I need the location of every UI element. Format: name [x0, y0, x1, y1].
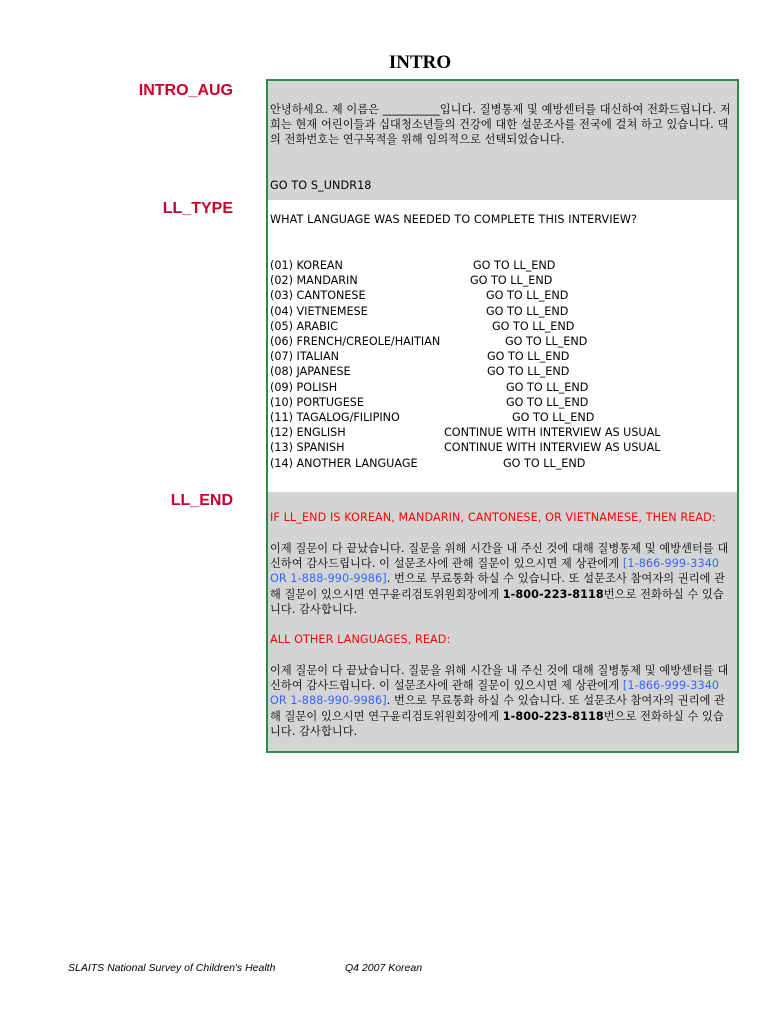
option-code: (06) FRENCH/CREOLE/HAITIAN	[270, 335, 441, 348]
option-action: GO TO LL_END	[506, 380, 589, 394]
option-action: CONTINUE WITH INTERVIEW AS USUAL	[444, 426, 661, 440]
option-row	[268, 349, 728, 364]
option-row	[268, 258, 728, 273]
ll-type-question: WHAT LANGUAGE WAS NEEDED TO COMPLETE THIS INTERVIEW?	[270, 213, 638, 226]
intro-section	[268, 81, 737, 200]
ll-end-section	[268, 492, 737, 751]
ll-end-instruction-1: IF LL_END IS KOREAN, MANDARIN, CANTONESE, OR VIETNAMESE, THEN READ:	[270, 511, 716, 524]
label-ll-end: LL_END	[170, 492, 233, 509]
option-action: GO TO LL_END	[505, 335, 588, 348]
option-code: (04) VIETNEMESE	[270, 304, 368, 318]
para2-text-c: 번으로 전화하실 수 있습니다. 감사합니다.	[270, 709, 724, 738]
option-row	[268, 273, 728, 288]
option-row	[268, 395, 728, 410]
label-intro-aug: INTRO_AUG	[138, 82, 233, 99]
para2-text-b: . 번으로 무료통화 하실 수 있습니다. 또 설문조사 참여자의 권리에 관해 질문이 있으시면 연구윤리검토위원회장에게	[270, 694, 726, 723]
footer-left: SLAITS National Survey of Children's Health	[68, 962, 276, 974]
option-row	[268, 410, 728, 425]
option-code: (02) MANDARIN	[270, 274, 358, 288]
option-action: GO TO LL_END	[486, 289, 569, 303]
option-action: GO TO LL_END	[486, 304, 569, 318]
option-action: GO TO LL_END	[503, 456, 586, 470]
option-action: GO TO LL_END	[487, 365, 570, 379]
option-row	[268, 304, 728, 319]
option-action: GO TO LL_END	[470, 274, 553, 288]
label-ll-type: LL_TYPE	[162, 200, 233, 217]
question-box	[266, 79, 739, 753]
option-code: (08) JAPANESE	[270, 365, 351, 379]
para1-text-a: 이제 질문이 다 끝났습니다. 질문을 위해 시간을 내 주신 것에 대해 질병통제 및 예방센터를 대신하여 감사드립니다. 이 설문조사에 관해 질문이 있으시면 제 상관에게	[270, 542, 729, 571]
option-action: GO TO LL_END	[473, 259, 556, 272]
option-action: GO TO LL_END	[512, 411, 595, 424]
option-code: (05) ARABIC	[270, 319, 338, 333]
ll-type-section	[268, 200, 737, 492]
option-code: (01) KOREAN	[270, 259, 343, 272]
ll-end-paragraph-2	[270, 663, 730, 739]
footer-right: Q4 2007 Korean	[345, 962, 423, 974]
option-code: (14) ANOTHER LANGUAGE	[270, 456, 418, 470]
option-code: (07) ITALIAN	[270, 350, 339, 364]
para2-phone: [1-866-999-3340 OR 1-888-990-9986]	[270, 679, 720, 708]
ll-end-paragraph-1	[270, 541, 730, 617]
option-code: (13) SPANISH	[270, 441, 345, 455]
option-row	[268, 319, 728, 334]
para1-text-c: 번으로 전화하실 수 있습니다. 감사합니다.	[270, 587, 724, 616]
option-code: (10) PORTUGESE	[270, 395, 364, 409]
para1-phone: [1-866-999-3340 OR 1-888-990-9986]	[270, 557, 720, 586]
option-row	[268, 288, 728, 303]
option-code: (12) ENGLISH	[270, 426, 346, 440]
option-row	[268, 334, 728, 349]
page-title: INTRO	[388, 52, 452, 73]
option-row	[268, 440, 728, 455]
option-row	[268, 364, 728, 379]
intro-text: 안녕하세요. 제 이름은 __________입니다. 질병통제 및 예방센터를 대신하여 전화드립니다. 저희는 현재 어린이들과 십대청소년들의 건강에 대한 설문조사를 전국에 걸쳐 하고 있습니다. 댁의 전화번호는 연구목적을 위해 임의적으로 선택되었습니다.	[270, 103, 731, 147]
option-row	[268, 425, 728, 440]
para1-irb-phone: 1-800-223-8118	[502, 587, 604, 601]
option-action: CONTINUE WITH INTERVIEW AS USUAL	[444, 441, 661, 455]
option-code: (03) CANTONESE	[270, 289, 366, 303]
para2-text-a: 이제 질문이 다 끝났습니다. 질문을 위해 시간을 내 주신 것에 대해 질병통제 및 예방센터를 대신하여 감사드립니다. 이 설문조사에 관해 질문이 있으시면 제 상관에게	[270, 664, 729, 693]
option-action: GO TO LL_END	[506, 395, 589, 409]
option-code: (11) TAGALOG/FILIPINO	[270, 411, 400, 424]
option-action: GO TO LL_END	[487, 350, 570, 364]
para2-irb-phone: 1-800-223-8118	[502, 709, 604, 723]
para1-text-b: . 번으로 무료통화 하실 수 있습니다. 또 설문조사 참여자의 권리에 관해 질문이 있으시면 연구윤리검토위원회장에게	[270, 572, 726, 601]
option-code: (09) POLISH	[270, 380, 338, 394]
ll-end-instruction-2: ALL OTHER LANGUAGES, READ:	[270, 633, 451, 646]
intro-goto: GO TO S_UNDR18	[270, 179, 372, 192]
option-action: GO TO LL_END	[492, 319, 575, 333]
option-row	[268, 380, 728, 395]
option-row	[268, 456, 728, 471]
